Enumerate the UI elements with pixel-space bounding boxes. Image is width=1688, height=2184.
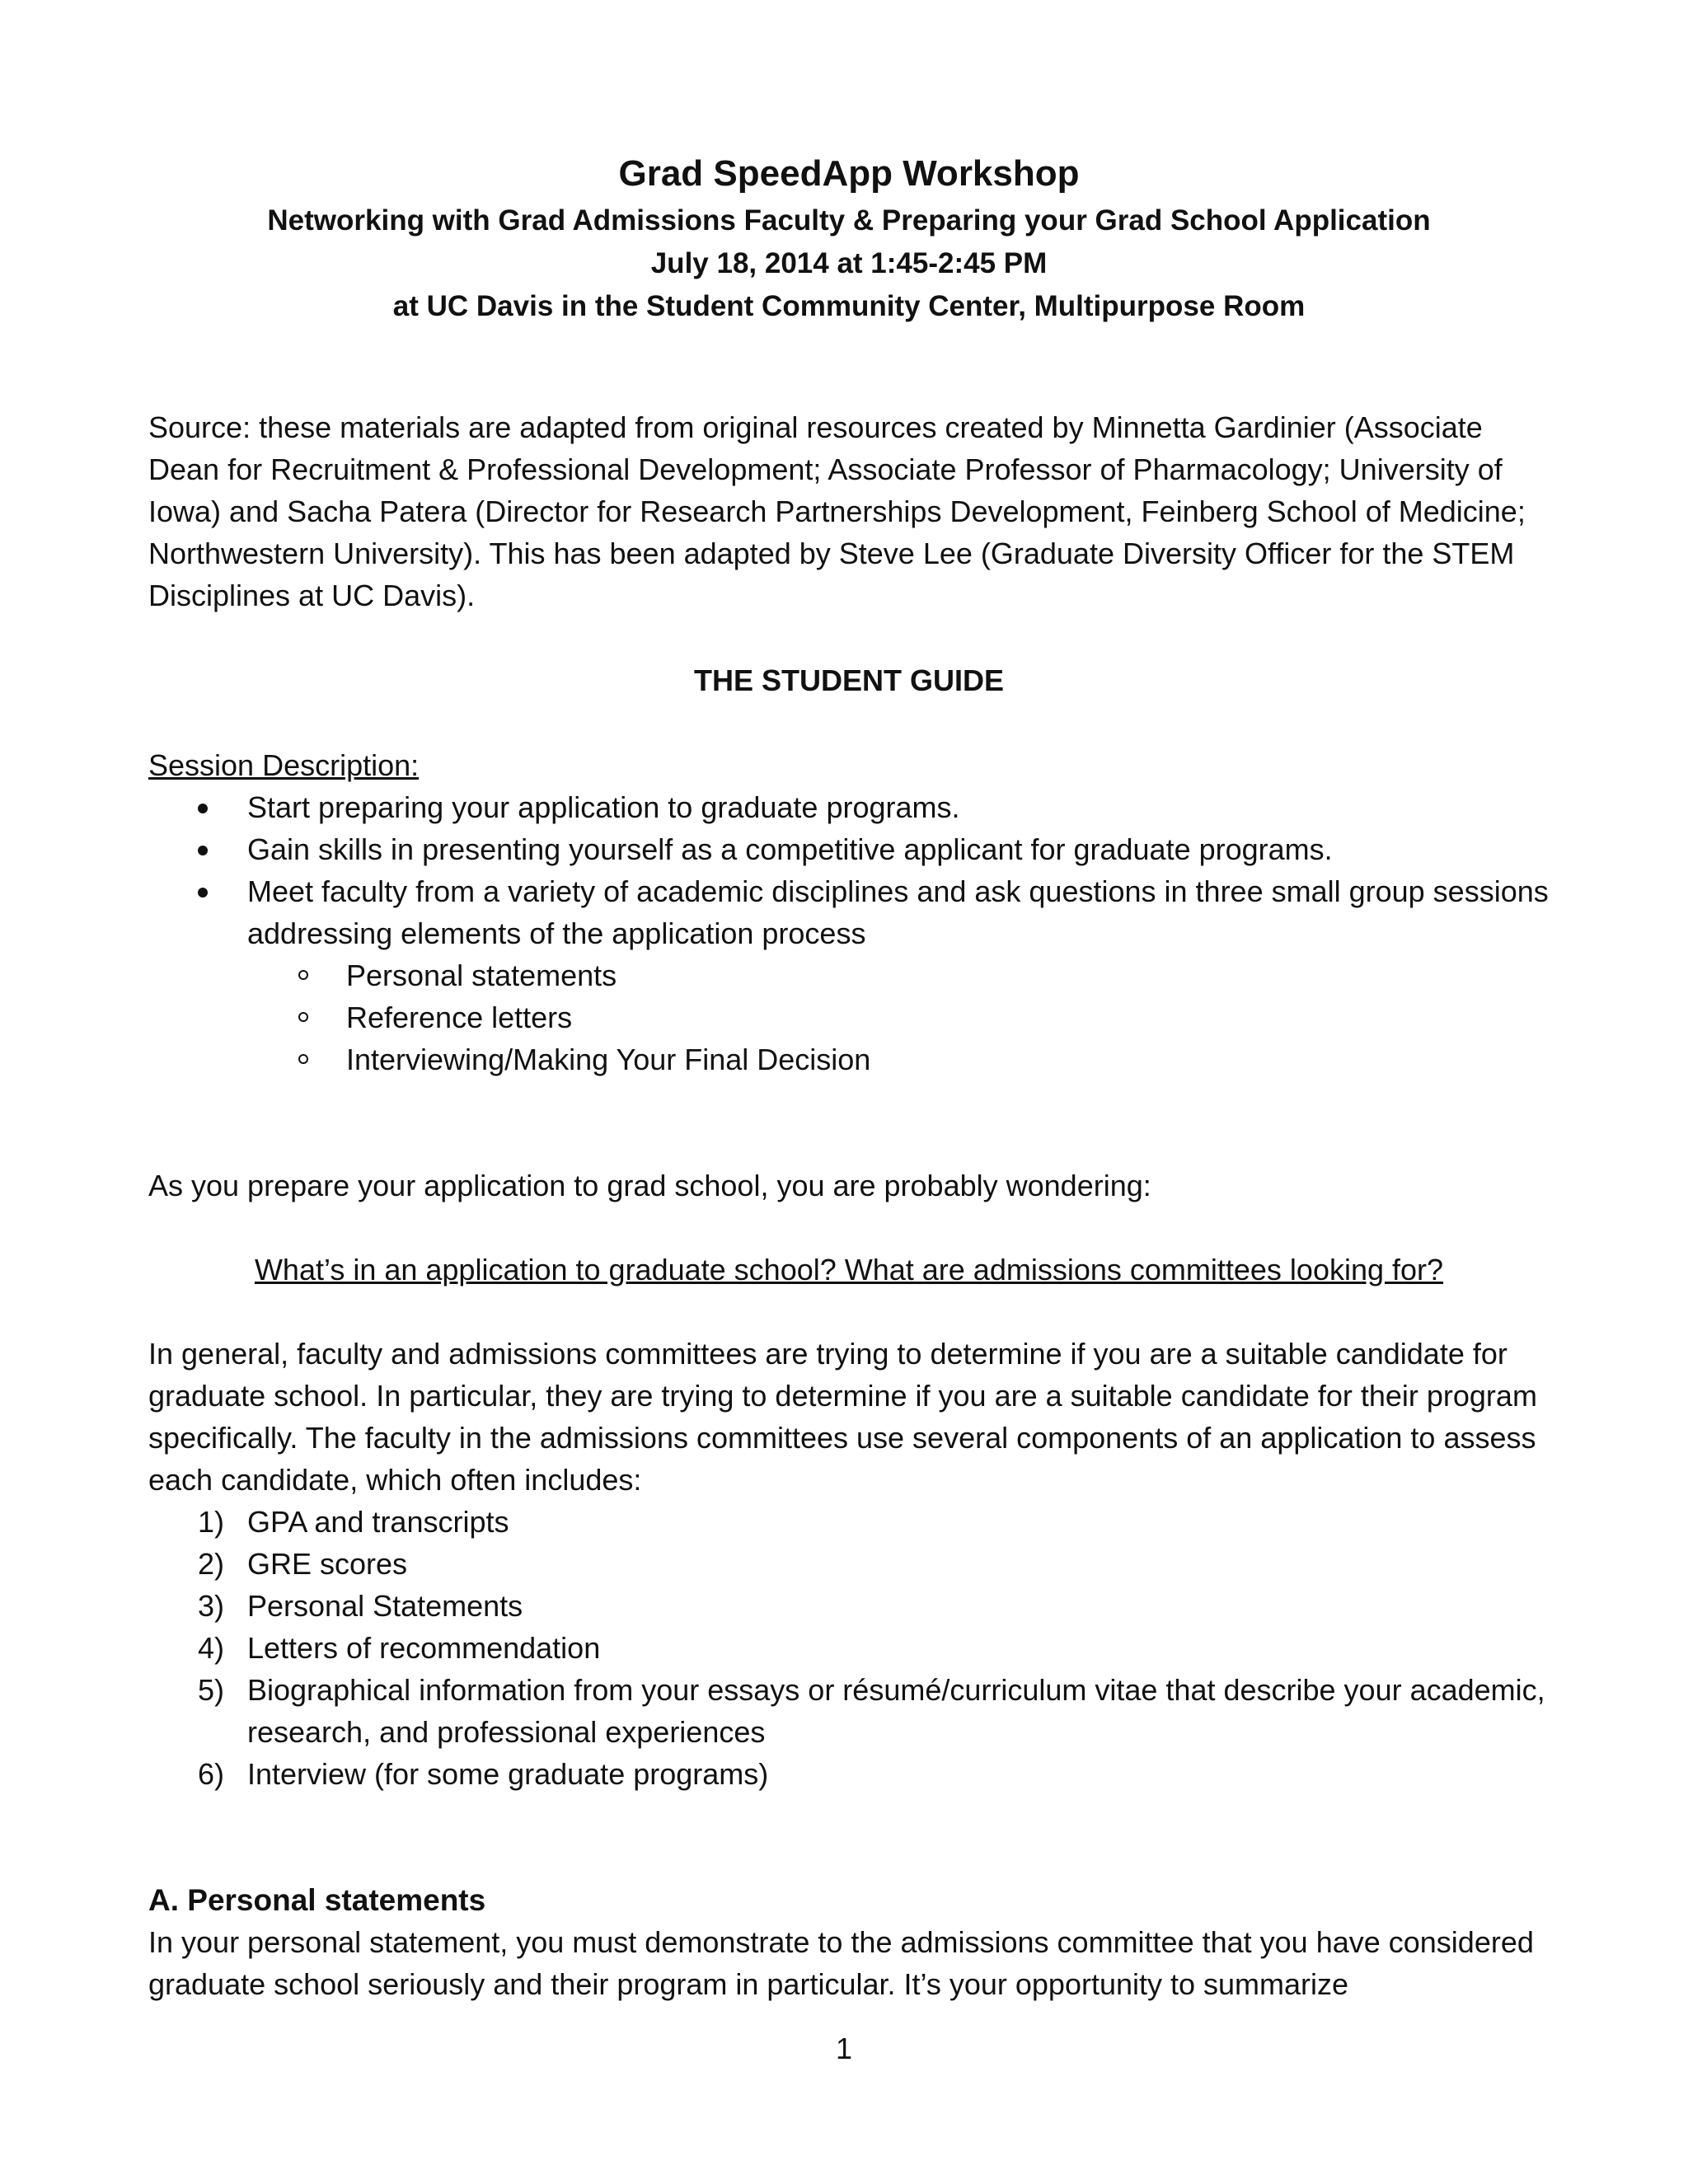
wondering-paragraph: As you prepare your application to grad school, you are probably wondering: [148,1169,1151,1202]
list-item-text: Reference letters [346,1001,573,1034]
list-item [148,786,1550,828]
document-title: Grad SpeedApp Workshop [618,153,1080,194]
page-number: 1 [835,2032,853,2065]
list-item-number: 3) [198,1589,225,1623]
list-item-text: GPA and transcripts [247,1505,509,1539]
list-item [148,1501,1550,1543]
source-paragraph: Source: these materials are adapted from original resources created by Minnetta Gardinier (Associate Dean for Recruitment & Professional Development; Associate Professor of Pharmacology; University of Iowa) and Sacha Patera (Director for Research Partnerships Development, Feinberg School of Medicine; Northwestern University). This has been adapted by Steve Lee (Graduate Diversity Officer for the STEM Disciplines at UC Davis). [148,410,1526,612]
list-item [148,1669,1550,1753]
guide-heading: THE STUDENT GUIDE [693,663,1004,697]
list-item-number: 4) [198,1631,225,1665]
section-a-paragraph: In your personal statement, you must demonstrate to the admissions committee that you have considered graduate school seriously and their program in particular. It’s your opportunity to summarize [148,1925,1534,2001]
bullet-icon [198,804,208,813]
list-item-text: Personal statements [346,958,617,992]
application-components-list [148,1501,1550,1795]
circle-bullet-icon [298,1054,308,1064]
list-item [148,1585,1550,1627]
list-item-text: Letters of recommendation [247,1631,601,1665]
session-subbullet-list [148,954,1550,1080]
list-item-text: Interviewing/Making Your Final Decision [346,1043,871,1076]
list-item-text: Gain skills in presenting yourself as a competitive applicant for graduate programs. [247,832,1333,866]
list-item-number: 1) [198,1505,225,1539]
list-item-text: Meet faculty from a variety of academic disciplines and ask questions in three small group sessions addressing elements of the application process [247,874,1549,950]
list-item-text: Biographical information from your essays or résumé/curriculum vitae that describe your academic, research, and professional experiences [247,1673,1545,1749]
session-bullet-list [148,786,1550,954]
list-item-text: Personal Statements [247,1589,523,1623]
list-item-text: Interview (for some graduate programs) [247,1757,769,1791]
list-item [148,1038,1550,1080]
list-item-number: 2) [198,1547,225,1581]
list-item [148,996,1550,1038]
list-item [148,1627,1550,1669]
circle-bullet-icon [298,970,308,980]
list-item [148,1543,1550,1585]
list-item-text: GRE scores [247,1547,408,1581]
key-question: What’s in an application to graduate school? What are admissions committees looking for? [254,1253,1444,1286]
list-item [148,870,1550,954]
list-item-number: 5) [198,1673,225,1707]
page-content [148,148,1550,2005]
bullet-icon [198,846,208,855]
list-item-text: Start preparing your application to graduate programs. [247,790,960,824]
document-subtitle: Networking with Grad Admissions Faculty & Preparing your Grad School Application [267,204,1431,237]
document-header [148,148,1550,328]
bullet-icon [198,888,208,898]
section-a-heading: A. Personal statements [148,1883,486,1917]
circle-bullet-icon [298,1012,308,1022]
general-paragraph: In general, faculty and admissions committees are trying to determine if you are a suitable candidate for graduate school. In particular, they are trying to determine if you are a suitable candidate for their program specifically. The faculty in the admissions committees use several components of an application to assess each candidate, which often includes: [148,1337,1537,1497]
list-item-number: 6) [198,1757,225,1791]
list-item [148,828,1550,870]
list-item [148,1753,1550,1795]
list-item [148,954,1550,996]
event-date: July 18, 2014 at 1:45-2:45 PM [650,247,1048,279]
session-description-label: Session Description: [148,748,420,782]
event-location: at UC Davis in the Student Community Center, Multipurpose Room [392,290,1306,322]
